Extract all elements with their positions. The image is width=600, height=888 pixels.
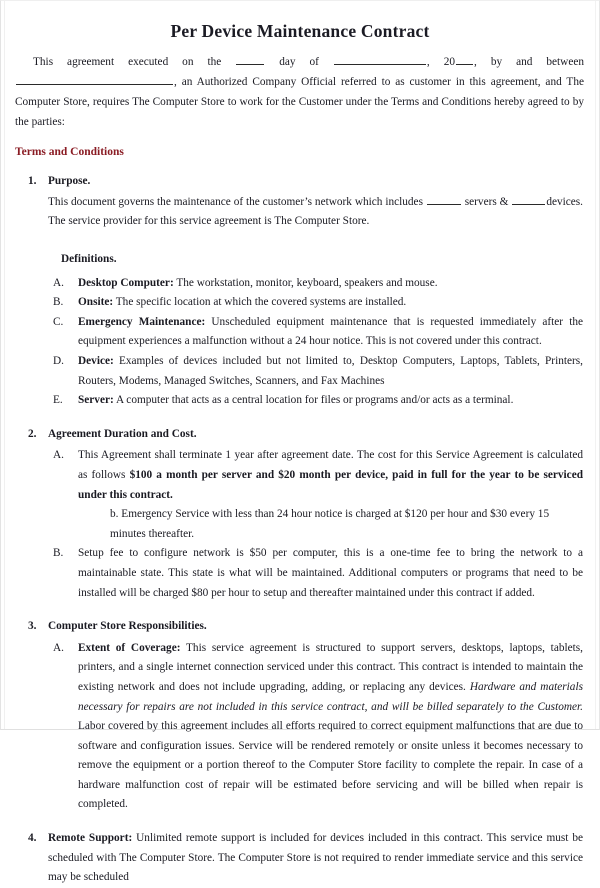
devices-count-field[interactable] [512, 192, 545, 205]
section-3-number: 3. [28, 620, 37, 633]
definition-e-marker: E. [53, 394, 63, 407]
definition-b-text: The specific location at which the covered systems are installed. [113, 296, 407, 309]
day-field[interactable] [236, 52, 264, 65]
intro-text-part3: , 20 [426, 56, 456, 69]
section-1-purpose [15, 172, 585, 411]
definition-b-marker: B. [53, 296, 64, 309]
section-2-item-a-marker: A. [53, 449, 64, 462]
section-4-text: Unlimited remote support is included for devices included in this contract. This service must be scheduled with The Computer Store. The Computer Store is not required to render immediate service and this service may be scheduled [48, 832, 583, 884]
section-2-items [48, 446, 585, 603]
page-title: Per Device Maintenance Contract [170, 21, 430, 41]
intro-text-part2: day of [279, 56, 319, 69]
section-3-item-a [48, 639, 585, 815]
definition-d-term: Device: [78, 355, 114, 367]
section-2-item-b-text: Setup fee to configure network is $50 per computer, this is a one-time fee to bring the network to a maintainable state. This state is what will be maintained. Additional computers or programs that need to be installed will be charged $80 per hour to setup and thereafter maintained under this contract if added. [78, 547, 583, 599]
section-1-title: Purpose. [48, 175, 91, 188]
definition-item-e [48, 391, 585, 411]
contract-sections-list [15, 172, 585, 888]
section-3-computer-store-responsibilities [15, 617, 585, 815]
section-4-title: Remote Support: [48, 832, 133, 845]
terms-and-conditions-heading: Terms and Conditions [15, 146, 124, 159]
section-2-agreement-duration-and-cost [15, 425, 585, 603]
servers-count-field-fill [427, 181, 461, 202]
definition-e-text: A computer that acts as a central location for files or programs and/or acts as a terminal. [113, 394, 514, 407]
definition-item-d [48, 352, 585, 391]
section-2-item-b [48, 544, 585, 603]
intro-text-part1: This agreement executed on the [33, 56, 222, 69]
definition-d-marker: D. [53, 355, 64, 367]
section-2-number: 2. [28, 427, 37, 440]
section-1-body-part2: servers & [464, 195, 509, 208]
devices-count-field-fill [512, 181, 545, 202]
section-4-body [48, 829, 585, 888]
definition-a-marker: A. [53, 276, 64, 289]
definition-a-text: The workstation, monitor, keyboard, speakers and mouse. [173, 276, 438, 289]
section-2-item-a [48, 446, 585, 544]
month-field[interactable] [334, 52, 426, 65]
month-field-fill [334, 40, 426, 62]
servers-count-field[interactable] [427, 192, 461, 205]
section-3-item-a-marker: A. [53, 641, 64, 654]
party-name-field[interactable] [16, 72, 173, 85]
definition-a-term: Desktop Computer: [78, 276, 174, 289]
section-1-number: 1. [28, 175, 37, 188]
section-2-title: Agreement Duration and Cost. [48, 427, 197, 440]
section-3-item-a-italic-text: Hardware and materials necessary for repairs are not included in this service contract, and will be billed separately to the Customer. [78, 680, 583, 713]
intro-text-part5: , an Authorized Company Official referred to as customer in this agreement, and The Computer Store, requires The Computer Store to work for the Customer under the Terms and Conditions hereby agreed to by the parties: [15, 76, 584, 129]
section-3-title: Computer Store Responsibilities. [48, 620, 207, 633]
definition-item-a [48, 274, 585, 294]
definition-c-marker: C. [53, 315, 64, 328]
definition-b-term: Onsite: [78, 296, 114, 309]
section-2-item-a-bold-text: $100 a month per server and $20 month per device, paid in full for the year to be serviced under this contract. [78, 468, 583, 501]
definition-e-term: Server: [78, 394, 114, 407]
year-field[interactable] [456, 52, 473, 65]
definition-c-text: Unscheduled equipment maintenance that is requested immediately after the equipment experiences a malfunction without a 24 hour notice. This is not covered under this contract. [78, 315, 583, 348]
section-2-item-a-text: This Agreement shall terminate 1 year after agreement date. The cost for this Service Agreement is calculated as follows [78, 449, 583, 481]
section-1-body-part1: This document governs the maintenance of the customer’s network which includes [48, 195, 423, 208]
definitions-list [48, 274, 585, 411]
section-4-number: 4. [28, 832, 37, 845]
section-2-item-b-nested: b. Emergency Service with less than 24 hour notice is charged at $120 per hour and $30 every 15 minutes thereafter. [110, 508, 550, 540]
section-3-items [48, 639, 585, 815]
intro-text-part4: , by and between [474, 56, 585, 69]
section-4-remote-support [15, 829, 585, 888]
intro-paragraph [15, 52, 585, 132]
section-2-item-b-marker: B. [53, 547, 64, 560]
section-1-body [48, 192, 585, 232]
definition-d-text: Examples of devices included but not limited to, Desktop Computers, Laptops, Tablets, Printers, Routers, Modems, Managed Switches, Scanners, and Fax Machines [78, 355, 583, 387]
definition-item-c [48, 313, 585, 352]
section-3-item-a-text-first: This service agreement is structured to support servers, desktops, laptops, tablets, printers, and a single internet connection serviced under this contract. This contract is intended to maintain the existing network and does not include upgrading, adding, or replacing any devices. [78, 641, 584, 693]
definition-c-term: Emergency Maintenance: [78, 315, 206, 328]
section-3-item-a-term: Extent of Coverage: [78, 641, 181, 654]
section-3-item-a-text-second: Labor covered by this agreement includes all efforts required to correct equipment malfunctions that are due to software and configuration issues. Service will be rendered remotely or onsite unless it becomes necessary to remove the equipment or a portion thereof to the Computer Store facility to complete the repair. In case of a hardware malfunction cost of repair will be estimated before servicing and will be billed when repair is completed. [78, 720, 583, 811]
definitions-heading: Definitions. [61, 253, 117, 266]
section-1-body-part3: devices. The service provider for this service agreement is The Computer Store. [48, 195, 584, 228]
definition-item-b [48, 293, 585, 313]
day-field-fill [236, 40, 264, 62]
